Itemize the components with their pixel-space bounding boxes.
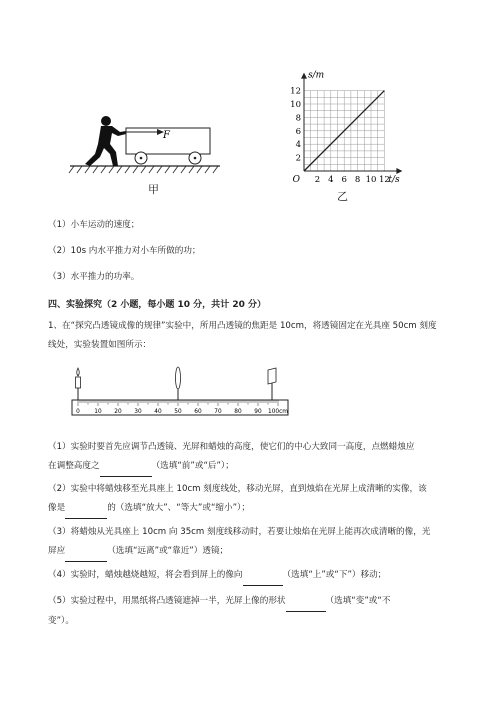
x-tick-label: 6 [341, 175, 347, 185]
y-axis-arrow [301, 73, 307, 79]
sub-question-4: （4）实验时，蜡烛越烧越短，将会看到屏上的像向 （选填“上”或“下”）移动； [48, 566, 468, 586]
answer-blank[interactable] [65, 542, 107, 562]
section-title: 四、实验探究（2 小题，每小题 10 分，共计 20 分） [48, 300, 266, 310]
origin-label: O [292, 175, 300, 185]
answer-blank[interactable] [286, 592, 326, 612]
bench-tick-label: 50 [174, 409, 182, 415]
problem-1-intro: 1、在“探究凸透镜成像的规律”实验中，所用凸透镜的焦距是 10cm，将透镜固定在光具座 50cm 刻度 线处，实验装置如图所示： [48, 321, 437, 350]
y-tick-label: 4 [295, 140, 301, 151]
question-2: （2）10s 内水平推力对小车所做的功； [48, 246, 201, 256]
light-screen [268, 368, 276, 384]
bench-tick-label: 70 [214, 409, 222, 415]
bench-tick-label: 60 [194, 409, 202, 415]
y-axis-label: s/m [308, 70, 325, 81]
x-axis-arrow [396, 168, 402, 174]
figure-jia [60, 110, 230, 190]
candle-body [76, 377, 81, 388]
y-tick-label: 12 [290, 86, 301, 97]
bench-tick-label: 10 [94, 409, 102, 415]
bench-tick-label: 90 [254, 409, 262, 415]
person-silhouette [85, 116, 126, 166]
sub-question-3: （3）将蜡烛从光具座上 10cm 向 35cm 刻度线移动时，若要让烛焰在光屏上能再次成清晰的像，光 屏应 （选填“远离”或“靠近”）透镜； [48, 523, 468, 562]
force-label: F [163, 130, 170, 141]
convex-lens [176, 367, 181, 389]
candle-flame [77, 368, 80, 376]
y-tick-label: 6 [295, 126, 301, 137]
x-tick-label: 2 [314, 175, 321, 185]
answer-blank[interactable] [243, 566, 283, 586]
figure-jia-caption: 甲 [148, 183, 159, 196]
x-tick-label: 12 [378, 175, 390, 185]
bench-tick-label: 30 [134, 409, 142, 415]
answer-blank[interactable] [65, 499, 107, 519]
figure-yi-caption: 乙 [337, 190, 348, 203]
ground-hatch [69, 166, 218, 173]
bench-tick-label: 0 [76, 409, 80, 415]
sub-question-1: （1）实验时要首先应调节凸透镜、光屏和蜡烛的高度，使它们的中心大致同一高度，点燃蜡烛应 在调整高度之 （选填“前”或“后”）； [48, 438, 468, 477]
x-tick-label: 4 [328, 175, 334, 185]
optical-bench [68, 364, 293, 420]
answer-blank[interactable] [100, 457, 152, 477]
y-tick-label: 10 [290, 100, 301, 110]
y-tick-label: 2 [295, 153, 301, 164]
bench-tick-label: 100cm [268, 409, 288, 415]
x-tick-label: 10 [365, 175, 377, 185]
bench-tick-label: 80 [234, 409, 242, 415]
x-tick-label: 8 [354, 175, 361, 185]
figure-yi-graph [282, 62, 422, 197]
y-tick-label: 8 [295, 113, 301, 124]
bench-tick-label: 20 [114, 409, 122, 415]
sub-question-2: （2）实验中将蜡烛移至光具座上 10cm 刻度线处，移动光屏，直到烛焰在光屏上成清晰的实像，该 像是 的（选填“放大”、“等大”或“缩小”）； [48, 480, 468, 519]
x-axis-label: t/s [388, 175, 400, 185]
sub-question-5: （5）实验过程中，用黑纸将凸透镜遮掉一半，光屏上像的形状 （选填“变”或“不 变”）。 [48, 592, 468, 631]
bench-tick-label: 40 [154, 409, 162, 415]
question-1: （1）小车运动的速度； [48, 220, 140, 230]
question-3: （3）水平推力的功率。 [48, 272, 140, 282]
